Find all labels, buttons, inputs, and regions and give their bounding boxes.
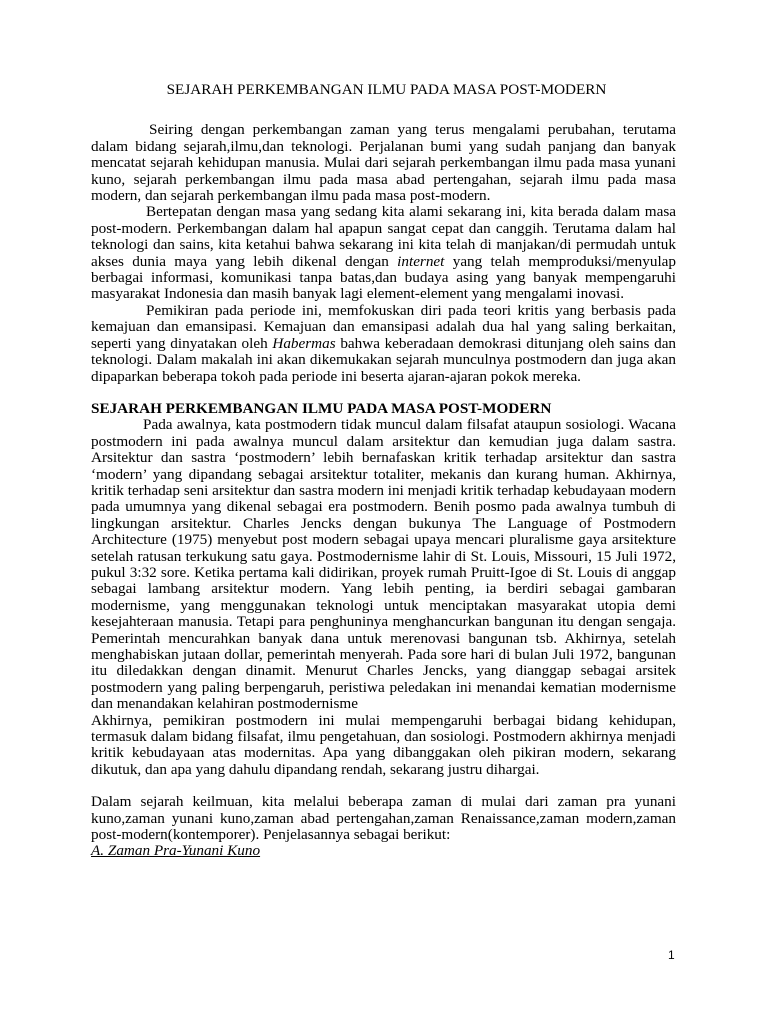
document-body [91, 82, 676, 860]
habermas-term: Habermas [272, 334, 336, 352]
intro-paragraph-3 [91, 303, 676, 385]
section-paragraph-1: Pada awalnya, kata postmodern tidak muncul dalam filsafat ataupun sosiologi. Wacana postmodern ini pada awalnya muncul dalam arsitektur dan kemudian juga dalam sastra. Arsitektur dan sastra ‘postmodern’ lebih bernafaskan kritik terhadap arsitektur dan sastra ‘modern’ yang dipandang sebagai arsitektur totaliter, mekanis dan kurang human. Akhirnya, kritik terhadap seni arsitektur dan sastra modern ini menjadi kritik terhadap kebudayaan modern pada umumnya yang dikenal sebagai era postmodern. Benih posmo pada awalnya tumbuh di lingkungan arsitektur. Charles Jencks dengan bukunya The Language of Postmodern Architecture (1975) menyebut post modern sebagai upaya mencari pluralisme gaya arsitekture setelah ratusan terkukung satu gaya. Postmodernisme lahir di St. Louis, Missouri, 15 Juli 1972, pukul 3:32 sore. Ketika pertama kali didirikan, proyek rumah Pruitt-Igoe di St. Louis di anggap sebagai lambang arsitektur modern. Yang lebih penting, ia berdiri sebagai gambaran modernisme, yang menggunakan teknologi untuk menciptakan masyarakat utopia demi kesejahteraan manusia. Tetapi para penghuninya menghancurkan bangunan itu dengan sengaja. Pemerintah mencurahkan banyak dana untuk merenovasi bangunan tsb. Akhirnya, setelah menghabiskan jutaan dollar, pemerintah menyerah. Pada sore hari di bulan Juli 1972, bangunan itu diledakkan dengan dinamit. Menurut Charles Jencks, yang dianggap sebagai arsitek postmodern yang paling berpengaruh, peristiwa peledakan ini menandai kematian modernisme dan menandakan kelahiran postmodernisme [91, 416, 676, 713]
intro-paragraph-2-text-b: yang telah memproduksi/menyulap berbagai informasi, komunikasi tanpa batas,dan budaya asing yang banyak mempengaruhi masyarakat Indonesia dan masih banyak lagi element-element yang mengalami inovasi. [91, 252, 677, 303]
intro-paragraph-2 [91, 204, 676, 302]
intro-paragraph-1: Seiring dengan perkembangan zaman yang terus mengalami perubahan, terutama dalam bidang sejarah,ilmu,dan teknologi. Perjalanan bumi yang sudah panjang dan banyak mencatat sejarah kehidupan manusia. Mulai dari sejarah perkembangan ilmu pada masa yunani kuno, sejarah perkembangan ilmu pada masa abad pertengahan, sejarah ilmu pada masa modern, dan sejarah perkembangan ilmu pada masa post-modern. [91, 121, 676, 205]
section-paragraph-3: Dalam sejarah keilmuan, kita melalui beberapa zaman di mulai dari zaman pra yunani kuno,zaman yunani kuno,zaman abad pertengahan,zaman Renaissance,zaman modern,zaman post-modern(kontemporer). Penjelasannya sebagai berikut: [91, 793, 676, 844]
document-title: SEJARAH PERKEMBANGAN ILMU PADA MASA POST-MODERN [166, 81, 607, 98]
intro-paragraph-2-text-a: Bertepatan dengan masa yang sedang kita alami sekarang ini, kita berada dalam masa post-modern. Perkembangan dalam hal apapun sangat cepat dan canggih. Terutama dalam hal teknologi dan sains, kita ketahui bahwa sekarang ini kita telah di manjakan/di permudah untuk akses dunia maya yang lebih dikenal dengan [91, 203, 676, 270]
page-number: 1 [668, 948, 675, 962]
intro-paragraph-3-text-b: bahwa keberadaan demokrasi ditunjang oleh sains dan teknologi. Dalam makalah ini akan dikemukakan sejarah munculnya postmodern dan juga akan dipaparkan beberapa tokoh pada periode ini beserta ajaran-ajaran pokok mereka. [91, 334, 677, 385]
intro-paragraph-3-text-a: Pemikiran pada periode ini, memfokuskan diri pada teori kritis yang berbasis pada kemajuan dan emansipasi. Kemajuan dan emansipasi adalah dua hal yang saling berkaitan, seperti yang dinyatakan oleh [91, 301, 676, 352]
section-paragraph-2: Akhirnya, pemikiran postmodern ini mulai mempengaruhi berbagai bidang kehidupan, termasuk dalam bidang filsafat, ilmu pengetahuan, dan sosiologi. Postmodern akhirnya menjadi kritik kebudayaan atas modernitas. Apa yang dibanggakan oleh pikiran modern, sekarang dikutuk, dan apa yang dahulu dipandang rendah, sekarang justru dihargai. [91, 711, 676, 778]
sub-heading-pra-yunani: A. Zaman Pra-Yunani Kuno [91, 842, 261, 860]
section-heading: SEJARAH PERKEMBANGAN ILMU PADA MASA POST-MODERN [91, 399, 552, 417]
internet-term: internet [397, 252, 445, 270]
